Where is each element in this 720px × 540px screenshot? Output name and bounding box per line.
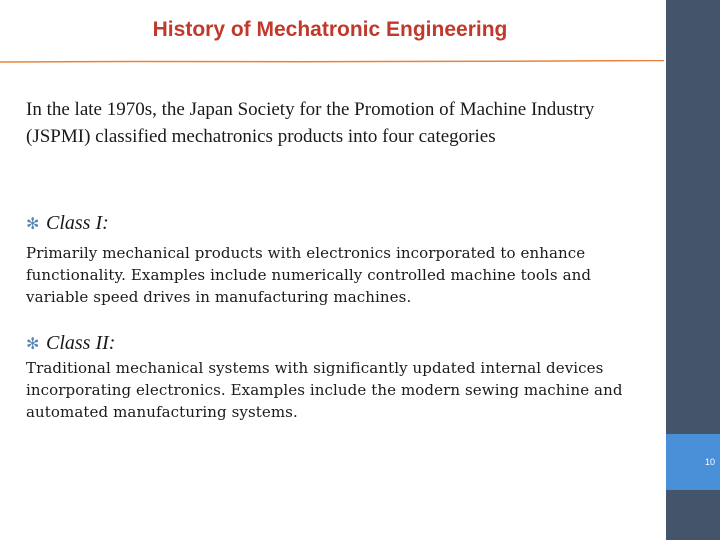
title-underline — [0, 60, 664, 63]
class-1-label: Class I: — [46, 212, 109, 234]
bullet-icon: ✻ — [26, 336, 40, 353]
page-number: 10 — [666, 434, 720, 490]
class-1-description: Primarily mechanical products with electronics incorporated to enhance functionality. Examples include numerically controlled machine tools and variable speed drives in manufacturing machines. — [26, 244, 592, 306]
bullet-icon: ✻ — [26, 216, 40, 233]
class-2-heading — [26, 332, 115, 355]
class-1-heading — [26, 212, 109, 235]
class-2-description: Traditional mechanical systems with significantly updated internal devices incorporating electronics. Examples include the modern sewing machine and automated manufacturing systems. — [26, 359, 623, 421]
class-2-label: Class II: — [46, 332, 116, 354]
slide-title: History of Mechatronic Engineering — [152, 18, 508, 41]
intro-paragraph: In the late 1970s, the Japan Society for the Promotion of Machine Industry (JSPMI) classified mechatronics products into four categories — [26, 99, 595, 147]
